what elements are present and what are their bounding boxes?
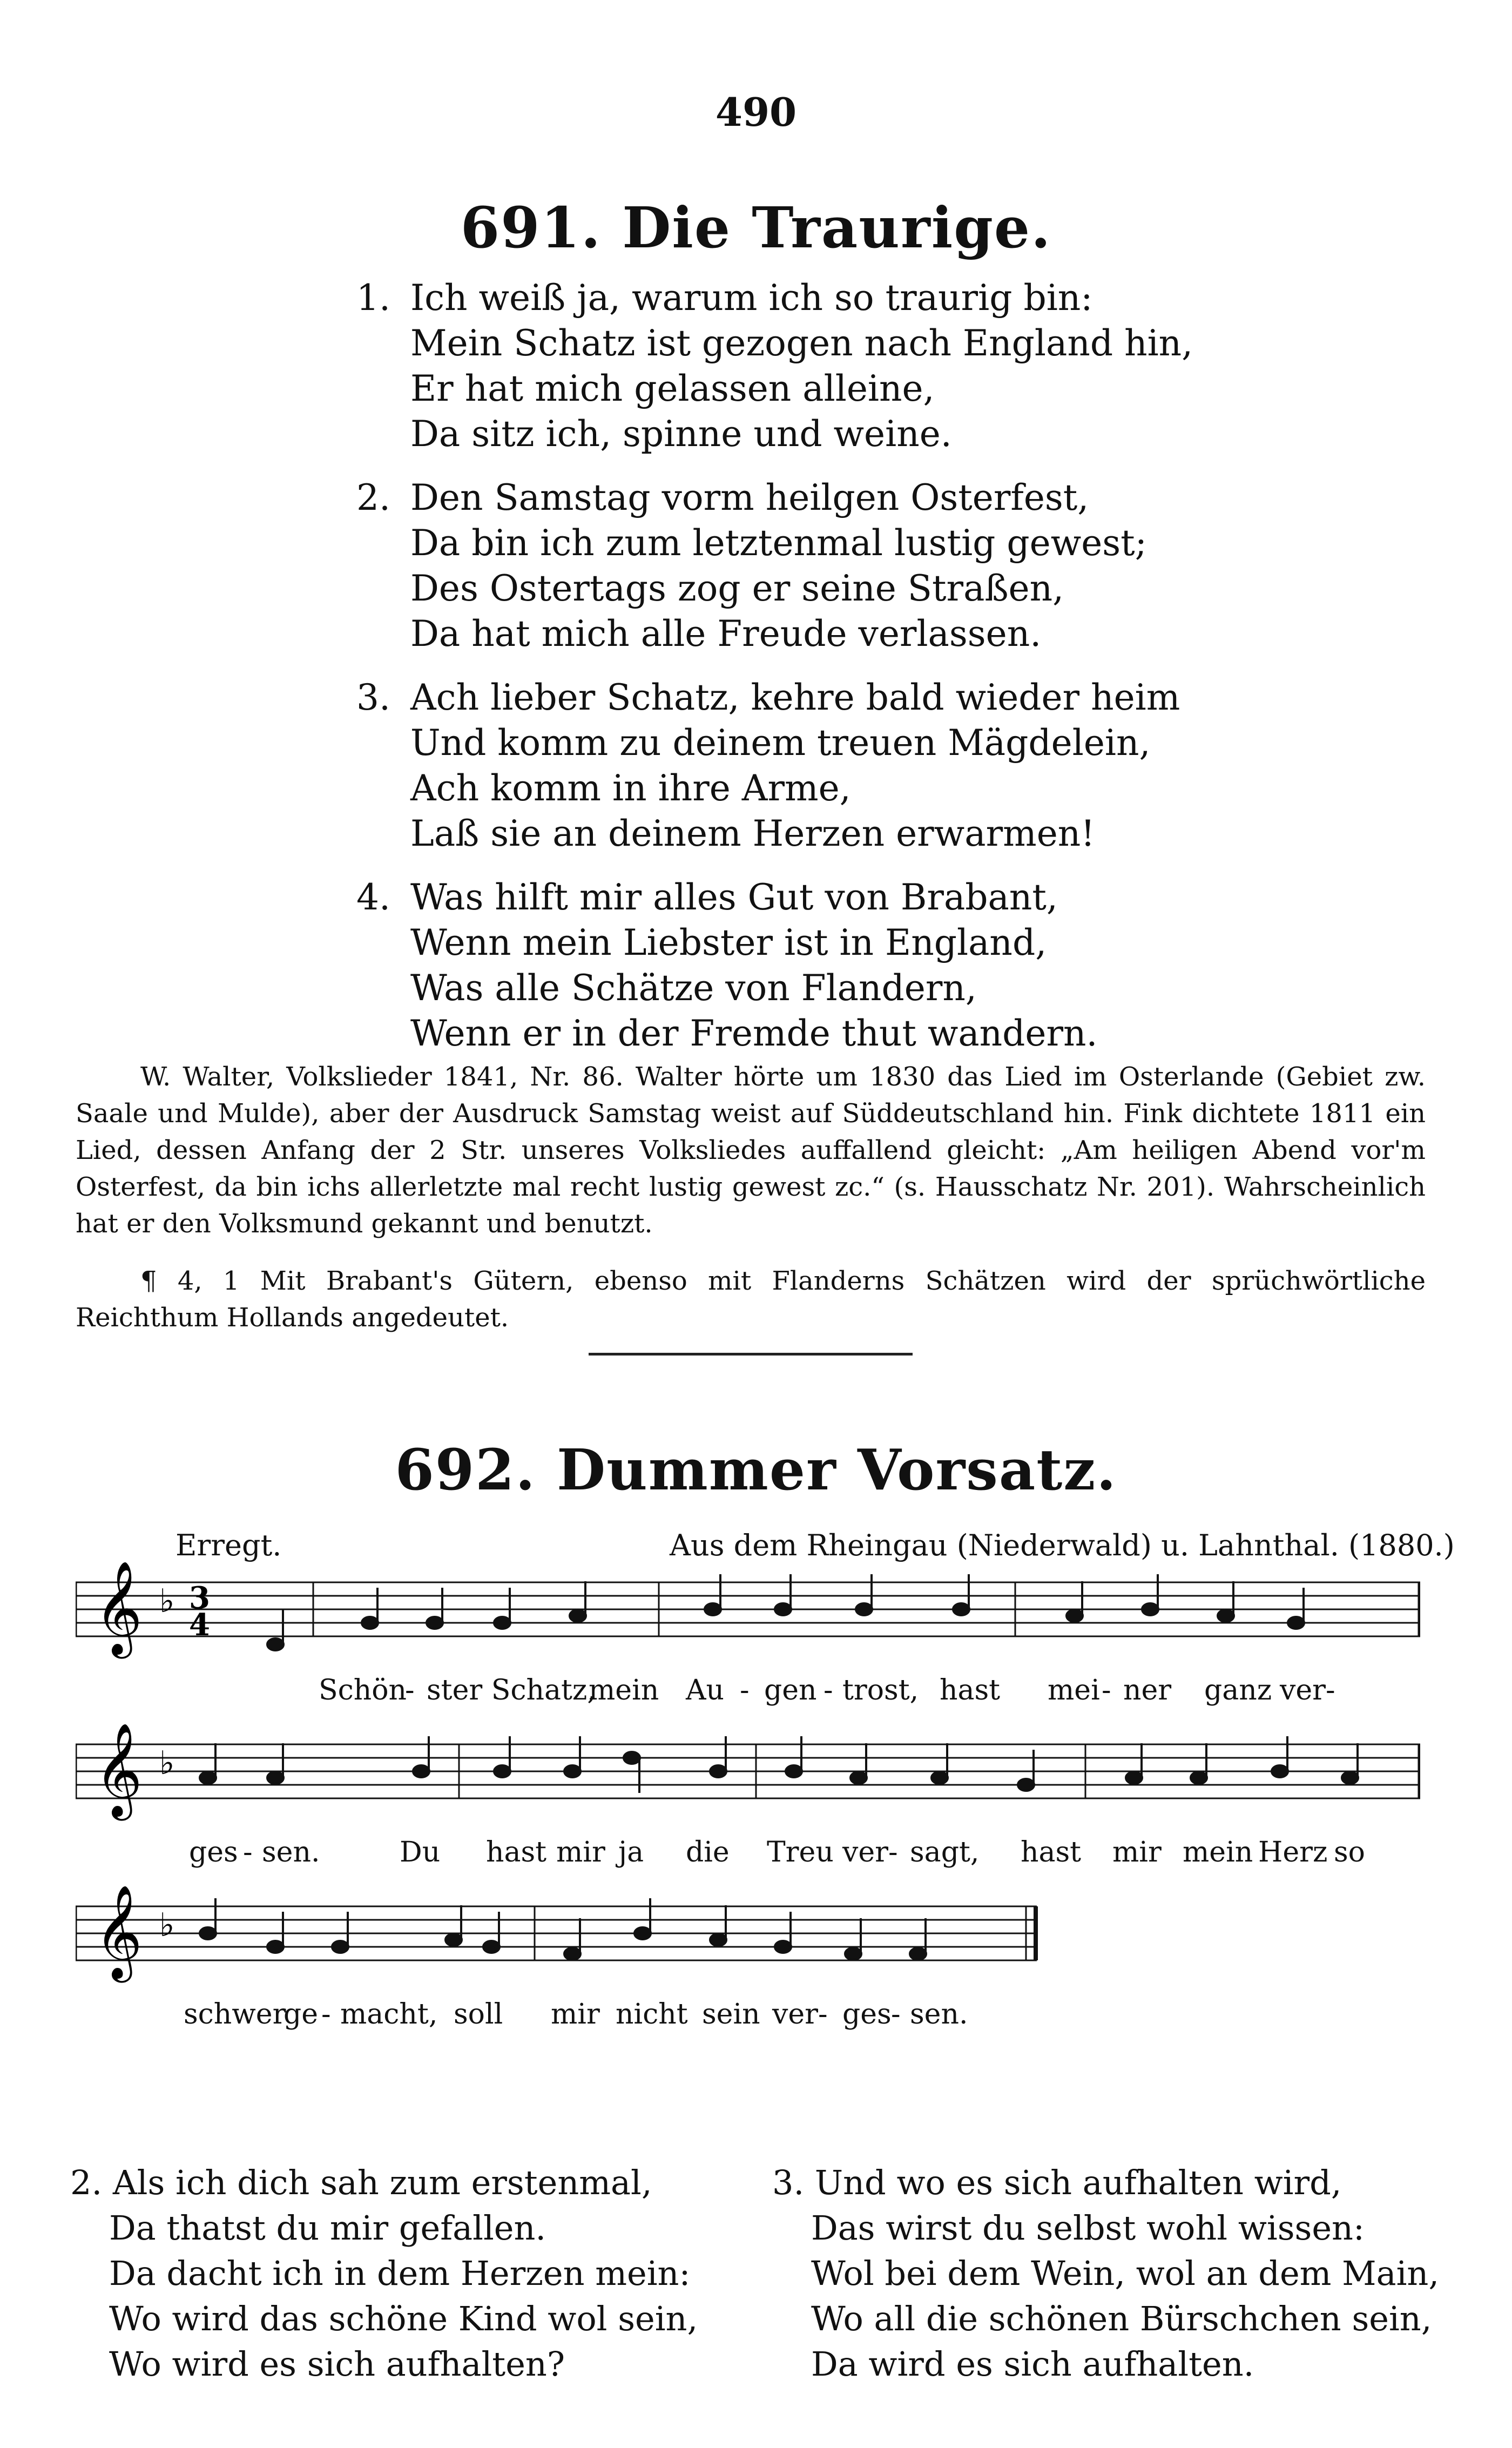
section-divider	[589, 1353, 913, 1355]
verse-line: Da dacht ich in dem Herzen mein:	[109, 2254, 691, 2293]
svg-text:♭: ♭	[159, 1744, 175, 1782]
lyric-syllable: -	[818, 1998, 828, 2031]
stanza-2	[356, 475, 1166, 657]
lyric-syllable: soll	[454, 1998, 503, 2031]
lyric-syllable: ja	[618, 1836, 644, 1869]
lyric-syllable: sen.	[262, 1836, 320, 1869]
lyric-syllable: mei	[1048, 1674, 1100, 1707]
svg-text:𝄞: 𝄞	[94, 1723, 143, 1817]
lyrics-row-2	[76, 1836, 1420, 1874]
lyric-syllable: -	[243, 1836, 253, 1869]
stanza-line: Und komm zu deinem treuen Mägdelein,	[410, 722, 1151, 764]
verse-line: Wo all die schönen Bürschchen sein,	[811, 2299, 1432, 2338]
lyric-syllable: nicht	[616, 1998, 688, 2031]
lyric-syllable: so	[1334, 1836, 1365, 1869]
lyric-syllable: sagt,	[910, 1836, 980, 1869]
lyrics-row-1	[76, 1674, 1420, 1712]
lyric-syllable: hast	[486, 1836, 547, 1869]
verse-line: Wol bei dem Wein, wol an dem Main,	[811, 2254, 1440, 2293]
lyric-syllable: mein	[1183, 1836, 1253, 1869]
stanza-line: Des Ostertags zog er seine Straßen,	[410, 568, 1064, 609]
lyric-syllable: -	[891, 1998, 901, 2031]
stanza-4	[356, 875, 1166, 1056]
lyric-syllable: sein	[702, 1998, 760, 2031]
lyric-syllable: ganz	[1204, 1674, 1272, 1707]
lyric-syllable: ges	[189, 1836, 238, 1869]
stanza-line: Ach lieber Schatz, kehre bald wieder heim	[410, 677, 1180, 718]
lyrics-row-3	[76, 1998, 1420, 2036]
lyric-syllable: schwer	[184, 1998, 286, 2031]
lyric-syllable: -	[1102, 1674, 1111, 1707]
svg-text:♭: ♭	[159, 1906, 175, 1944]
verse-line: Wo wird es sich aufhalten?	[109, 2344, 565, 2384]
stanza-3	[356, 675, 1180, 857]
song-title-691: 691. Die Traurige.	[460, 194, 1052, 261]
lyric-syllable: hast	[940, 1674, 1001, 1707]
verse-3	[772, 2160, 1439, 2387]
tempo-marking: Erregt.	[176, 1528, 282, 1562]
stanza-line: Er hat mich gelassen alleine,	[410, 368, 935, 409]
lyric-syllable: gen	[764, 1674, 817, 1707]
lyric-syllable: trost,	[842, 1674, 919, 1707]
lyric-syllable: die	[686, 1836, 730, 1869]
stanza-line: Den Samstag vorm heilgen Osterfest,	[410, 477, 1089, 518]
lyric-syllable: mir	[556, 1836, 605, 1869]
stanza-line: Mein Schatz ist gezogen nach England hin,	[410, 322, 1193, 364]
lyric-syllable: ver	[772, 1998, 819, 2031]
time-signature-bottom: 4	[189, 1607, 210, 1643]
verse-line: Da thatst du mir gefallen.	[109, 2208, 546, 2248]
lyric-syllable: Treu	[767, 1836, 834, 1869]
lyric-syllable: macht,	[340, 1998, 438, 2031]
svg-text:♭: ♭	[159, 1582, 175, 1620]
lyric-syllable: Au	[686, 1674, 725, 1707]
lyric-syllable: mir	[551, 1998, 600, 2031]
lyric-syllable: -	[824, 1674, 833, 1707]
stanza-line: Da bin ich zum letztenmal lustig gewest;	[410, 522, 1147, 564]
lyric-syllable: ges	[842, 1998, 892, 2031]
lyric-syllable: ver-	[1280, 1674, 1335, 1707]
lyric-syllable: hast	[1021, 1836, 1082, 1869]
verse-line: 2. Als ich dich sah zum erstenmal,	[70, 2163, 652, 2202]
lyric-syllable: mein	[589, 1674, 659, 1707]
footnote: ¶ 4, 1 Mit Brabant's Gütern, ebenso mit Flanderns Schätzen wird der sprüchwörtliche Reichthum Hollands angedeutet.	[76, 1266, 1426, 1333]
stanza-line: Laß sie an deinem Herzen erwarmen!	[410, 813, 1095, 854]
stanza-line: Da hat mich alle Freude verlassen.	[410, 613, 1042, 655]
stanza-line: Ich weiß ja, warum ich so traurig bin:	[410, 277, 1093, 319]
stanza-line: Da sitz ich, spinne und weine.	[410, 413, 952, 455]
lyric-syllable: ster Schatz,	[427, 1674, 596, 1707]
stanza-number: 1.	[356, 277, 390, 319]
verse-2	[70, 2160, 698, 2387]
verse-line: 3. Und wo es sich aufhalten wird,	[772, 2163, 1342, 2202]
lyric-syllable: -	[888, 1836, 898, 1869]
lyric-syllable: sen.	[910, 1998, 968, 2031]
song-691-notes	[76, 1058, 1426, 1357]
stanza-line: Ach komm in ihre Arme,	[410, 767, 851, 809]
stanza-line: Was hilft mir alles Gut von Brabant,	[410, 876, 1058, 918]
stanza-number: 2.	[356, 477, 390, 518]
lyric-syllable: -	[740, 1674, 750, 1707]
lyric-syllable: -	[405, 1674, 415, 1707]
stanza-number: 4.	[356, 876, 390, 918]
lyric-syllable: Schön	[319, 1674, 407, 1707]
song-origin: Aus dem Rheingau (Niederwald) u. Lahnthal. (1880.)	[670, 1528, 1455, 1562]
svg-text:𝄞: 𝄞	[94, 1885, 143, 1979]
verse-line: Das wirst du selbst wohl wissen:	[811, 2208, 1365, 2248]
lyric-syllable: mir	[1112, 1836, 1162, 1869]
song-title-692: 692. Dummer Vorsatz.	[395, 1437, 1117, 1503]
stanza-line: Was alle Schätze von Flandern,	[410, 967, 977, 1009]
lyric-syllable: ge	[284, 1998, 319, 2031]
song-691-stanzas	[356, 275, 1193, 1075]
verse-line: Wo wird das schöne Kind wol sein,	[109, 2299, 698, 2338]
lyric-syllable: Du	[400, 1836, 441, 1869]
lyric-syllable: ver	[842, 1836, 889, 1869]
time-signature-top: 3	[189, 1580, 210, 1616]
stanza-line: Wenn er in der Fremde thut wandern.	[410, 1013, 1098, 1054]
lyric-syllable: Herz	[1258, 1836, 1328, 1869]
lyric-syllable: ner	[1123, 1674, 1172, 1707]
svg-text:𝄞: 𝄞	[94, 1561, 143, 1655]
stanza-1	[356, 275, 1193, 457]
page-number: 490	[715, 89, 797, 135]
stanza-line: Wenn mein Liebster ist in England,	[410, 922, 1047, 963]
lyric-syllable: -	[321, 1998, 331, 2031]
stanza-number: 3.	[356, 677, 390, 718]
source-note: W. Walter, Volkslieder 1841, Nr. 86. Walter hörte um 1830 das Lied im Osterlande (Gebiet zw. Saale und Mulde), aber der Ausdruck Samstag weist auf Süddeutschland hin. Fink dichtete 1811 ein Lied, dessen Anfang der 2 Str. unseres Volksliedes auffallend gleicht: „Am heiligen Abend vor'm Osterfest, da bin ichs allerletzte mal recht lustig gewest zc.“ (s. Hausschatz Nr. 201). Wahrscheinlich hat er den Volksmund gekannt und benutzt.	[76, 1062, 1426, 1239]
verse-line: Da wird es sich aufhalten.	[811, 2344, 1254, 2384]
